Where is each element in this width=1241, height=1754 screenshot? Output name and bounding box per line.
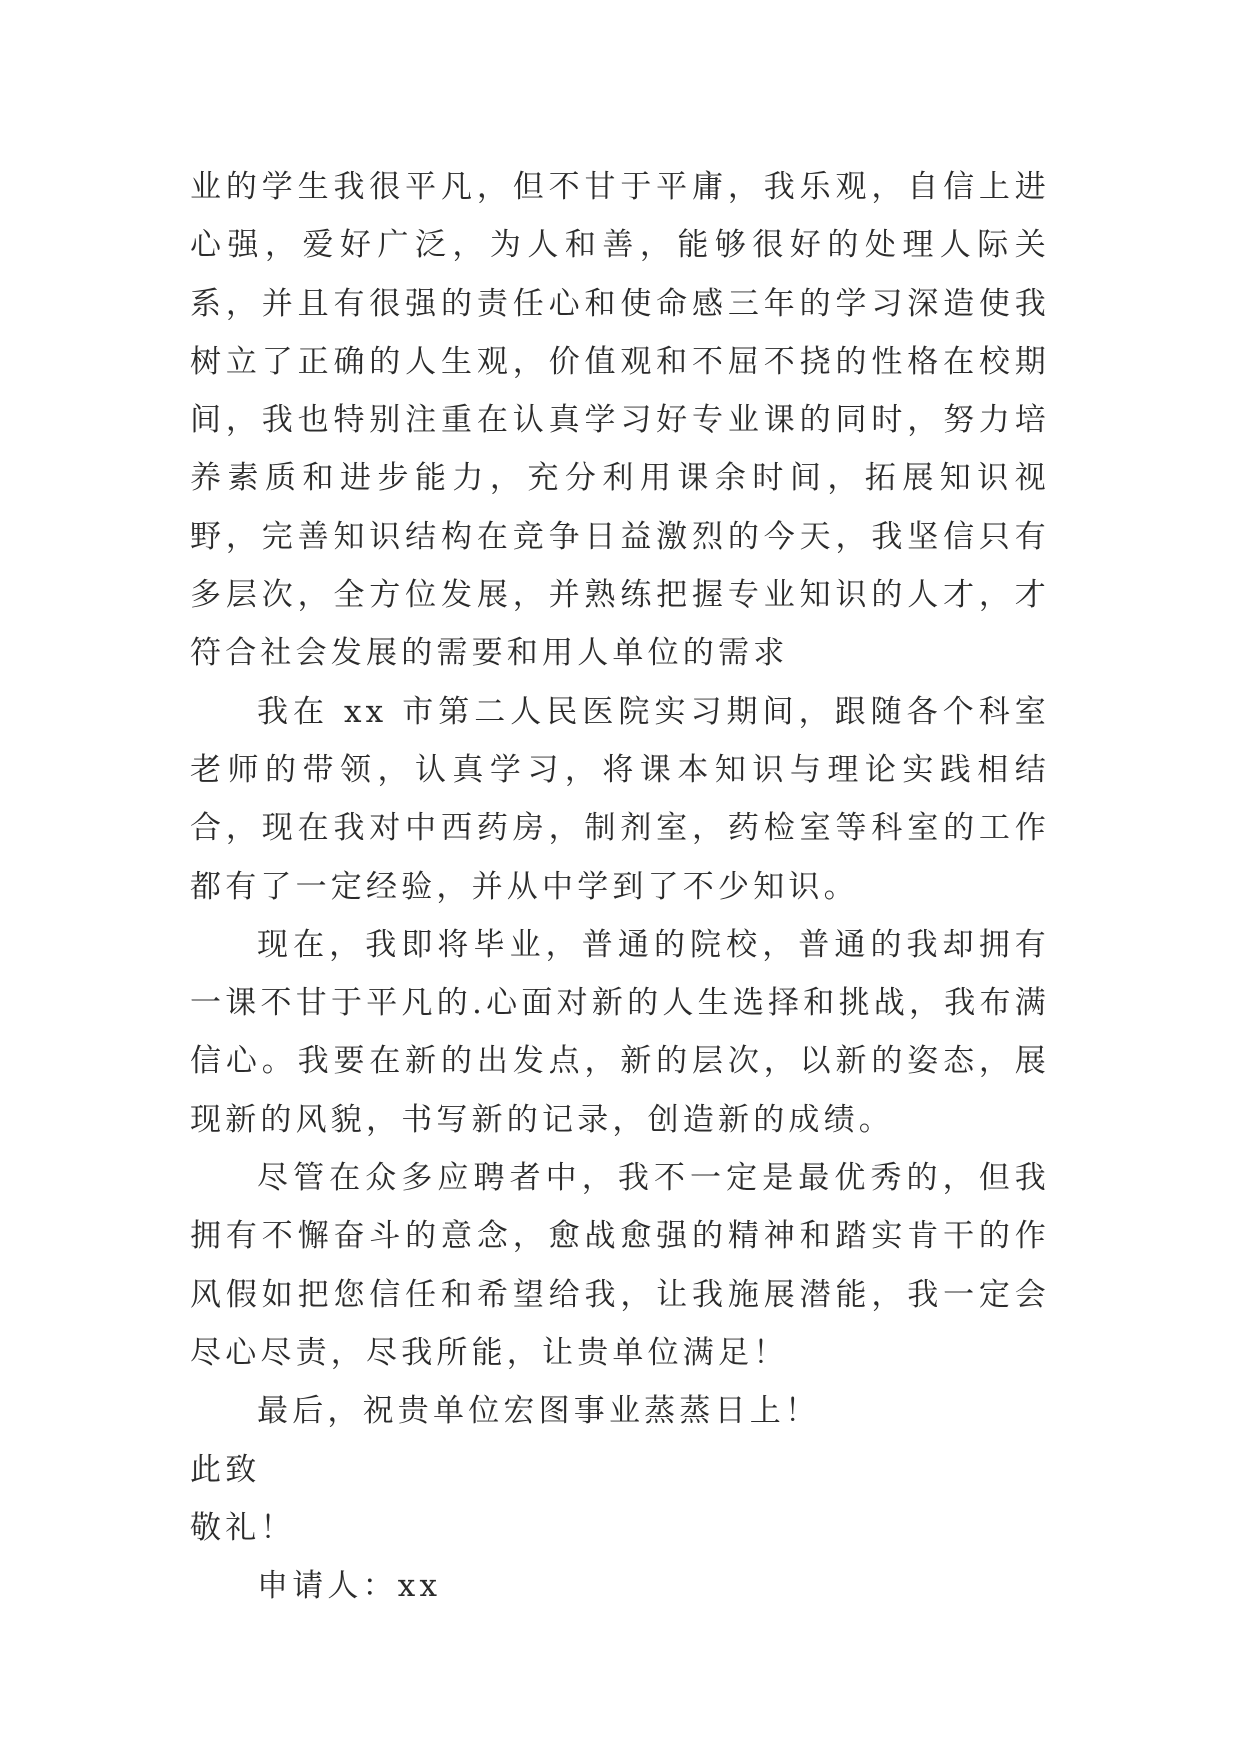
paragraph-5: 最后，祝贵单位宏图事业蒸蒸日上！ bbox=[257, 1393, 821, 1430]
closing-salutation: 此致 bbox=[190, 1451, 261, 1488]
signature-line: 申请人：xx bbox=[257, 1568, 442, 1605]
paragraph-2: 我在 xx 市第二人民医院实习期间，跟随各个科室老师的带领，认真学习，将课本知识与理论实践相结合，现在我对中西药房，制剂室，药检室等科室的工作都有了一定经验，并从中学到了不少知识。 bbox=[190, 693, 1050, 905]
document-body bbox=[190, 158, 1050, 1615]
paragraph-3: 现在，我即将毕业，普通的院校，普通的我却拥有一课不甘于平凡的.心面对新的人生选择和挑战，我布满信心。我要在新的出发点，新的层次，以新的姿态，展现新的风貌，书写新的记录，创造新的成绩。 bbox=[190, 926, 1050, 1138]
paragraph-4: 尽管在众多应聘者中，我不一定是最优秀的，但我拥有不懈奋斗的意念，愈战愈强的精神和踏实肯干的作风假如把您信任和希望给我，让我施展潜能，我一定会尽心尽责，尽我所能，让贵单位满足！ bbox=[190, 1160, 1050, 1371]
closing-regards: 敬礼！ bbox=[190, 1509, 296, 1546]
paragraph-1: 业的学生我很平凡，但不甘于平庸，我乐观，自信上进心强，爱好广泛，为人和善，能够很好的处理人际关系，并且有很强的责任心和使命感三年的学习深造使我树立了正确的人生观，价值观和不屈不挠的性格在校期间，我也特别注重在认真学习好专业课的同时，努力培养素质和进步能力，充分利用课余时间，拓展知识视野，完善知识结构在竞争日益激烈的今天，我坚信只有多层次，全方位发展，并熟练把握专业知识的人才，才符合社会发展的需要和用人单位的需求 bbox=[190, 169, 1050, 672]
